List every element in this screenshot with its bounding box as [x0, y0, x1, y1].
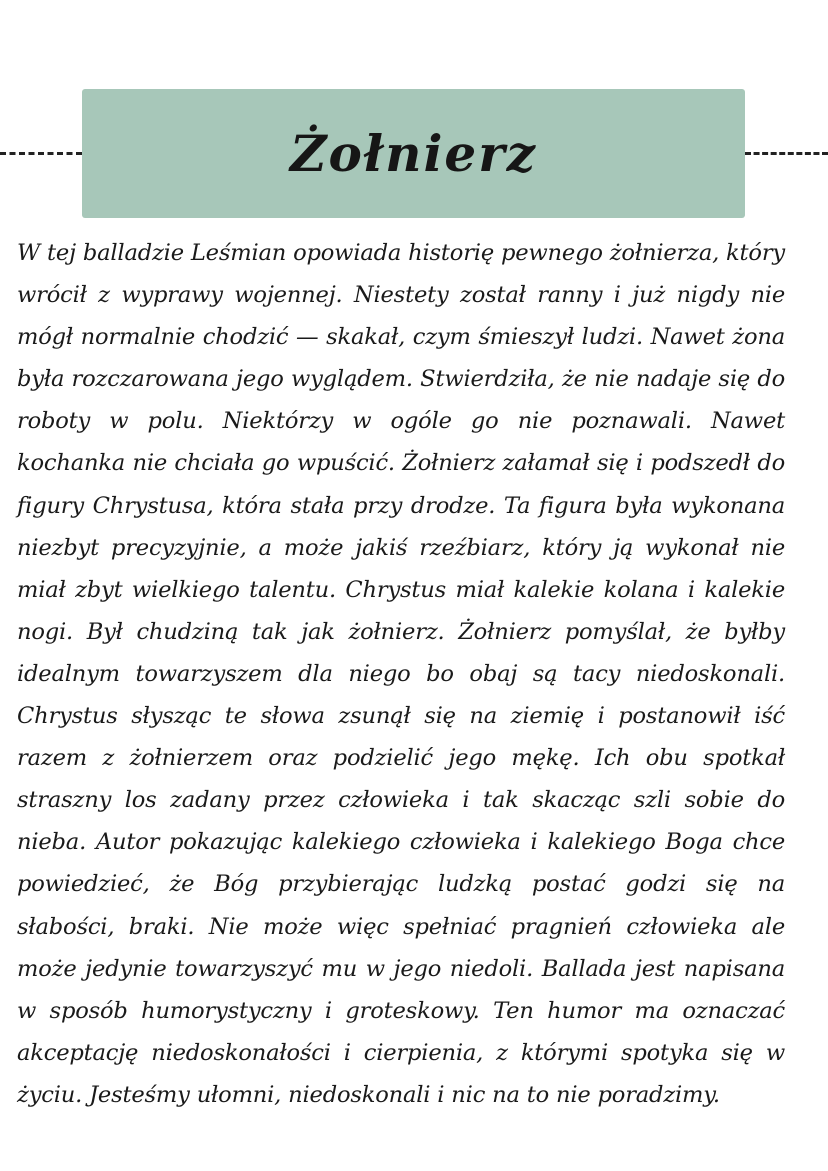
- body-paragraph: W tej balladzie Leśmian opowiada historię pewnego żołnierza, który wrócił z wyprawy wojennej. Niestety został ranny i już nigdy nie mógł normalnie chodzić — skakał, czym śmieszył ludzi. Nawet żona była rozczarowana jego wyglądem. Stwierdziła, że nie nadaje się do roboty w polu. Niektórzy w ogóle go nie poznawali. Nawet kochanka nie chciała go wpuścić. Żołnierz załamał się i podszedł do figury Chrystusa, która stała przy drodze. Ta figura była wykonana niezbyt precyzyjnie, a może jakiś rzeźbiarz, który ją wykonał nie miał zbyt wielkiego talentu. Chrystus miał kalekie kolana i kalekie nogi. Był chudziną tak jak żołnierz. Żołnierz pomyślał, że byłby idealnym towarzyszem dla niego bo obaj są tacy niedoskonali. Chrystus słysząc te słowa zsunął się na ziemię i postanowił iść razem z żołnierzem oraz podzielić jego mękę. Ich obu spotkał straszny los zadany przez człowieka i tak skacząc szli sobie do nieba. Autor pokazując kalekiego człowieka i kalekiego Boga chce powiedzieć, że Bóg przybierając ludzką postać godzi się na słabości, braki. Nie może więc spełniać pragnień człowieka ale może jedynie towarzyszyć mu w jego niedoli. Ballada jest napisana w sposób humorystyczny i groteskowy. Ten humor ma oznaczać akceptację niedoskonałości i cierpienia, z którymi spotyka się w życiu. Jesteśmy ułomni, niedoskonali i nic na to nie poradzimy.: [17, 240, 785, 1108]
- page-title: Żołnierz: [290, 124, 537, 183]
- dashed-divider-left: [0, 152, 82, 155]
- title-banner: [82, 89, 745, 218]
- dashed-divider-right: [745, 152, 828, 155]
